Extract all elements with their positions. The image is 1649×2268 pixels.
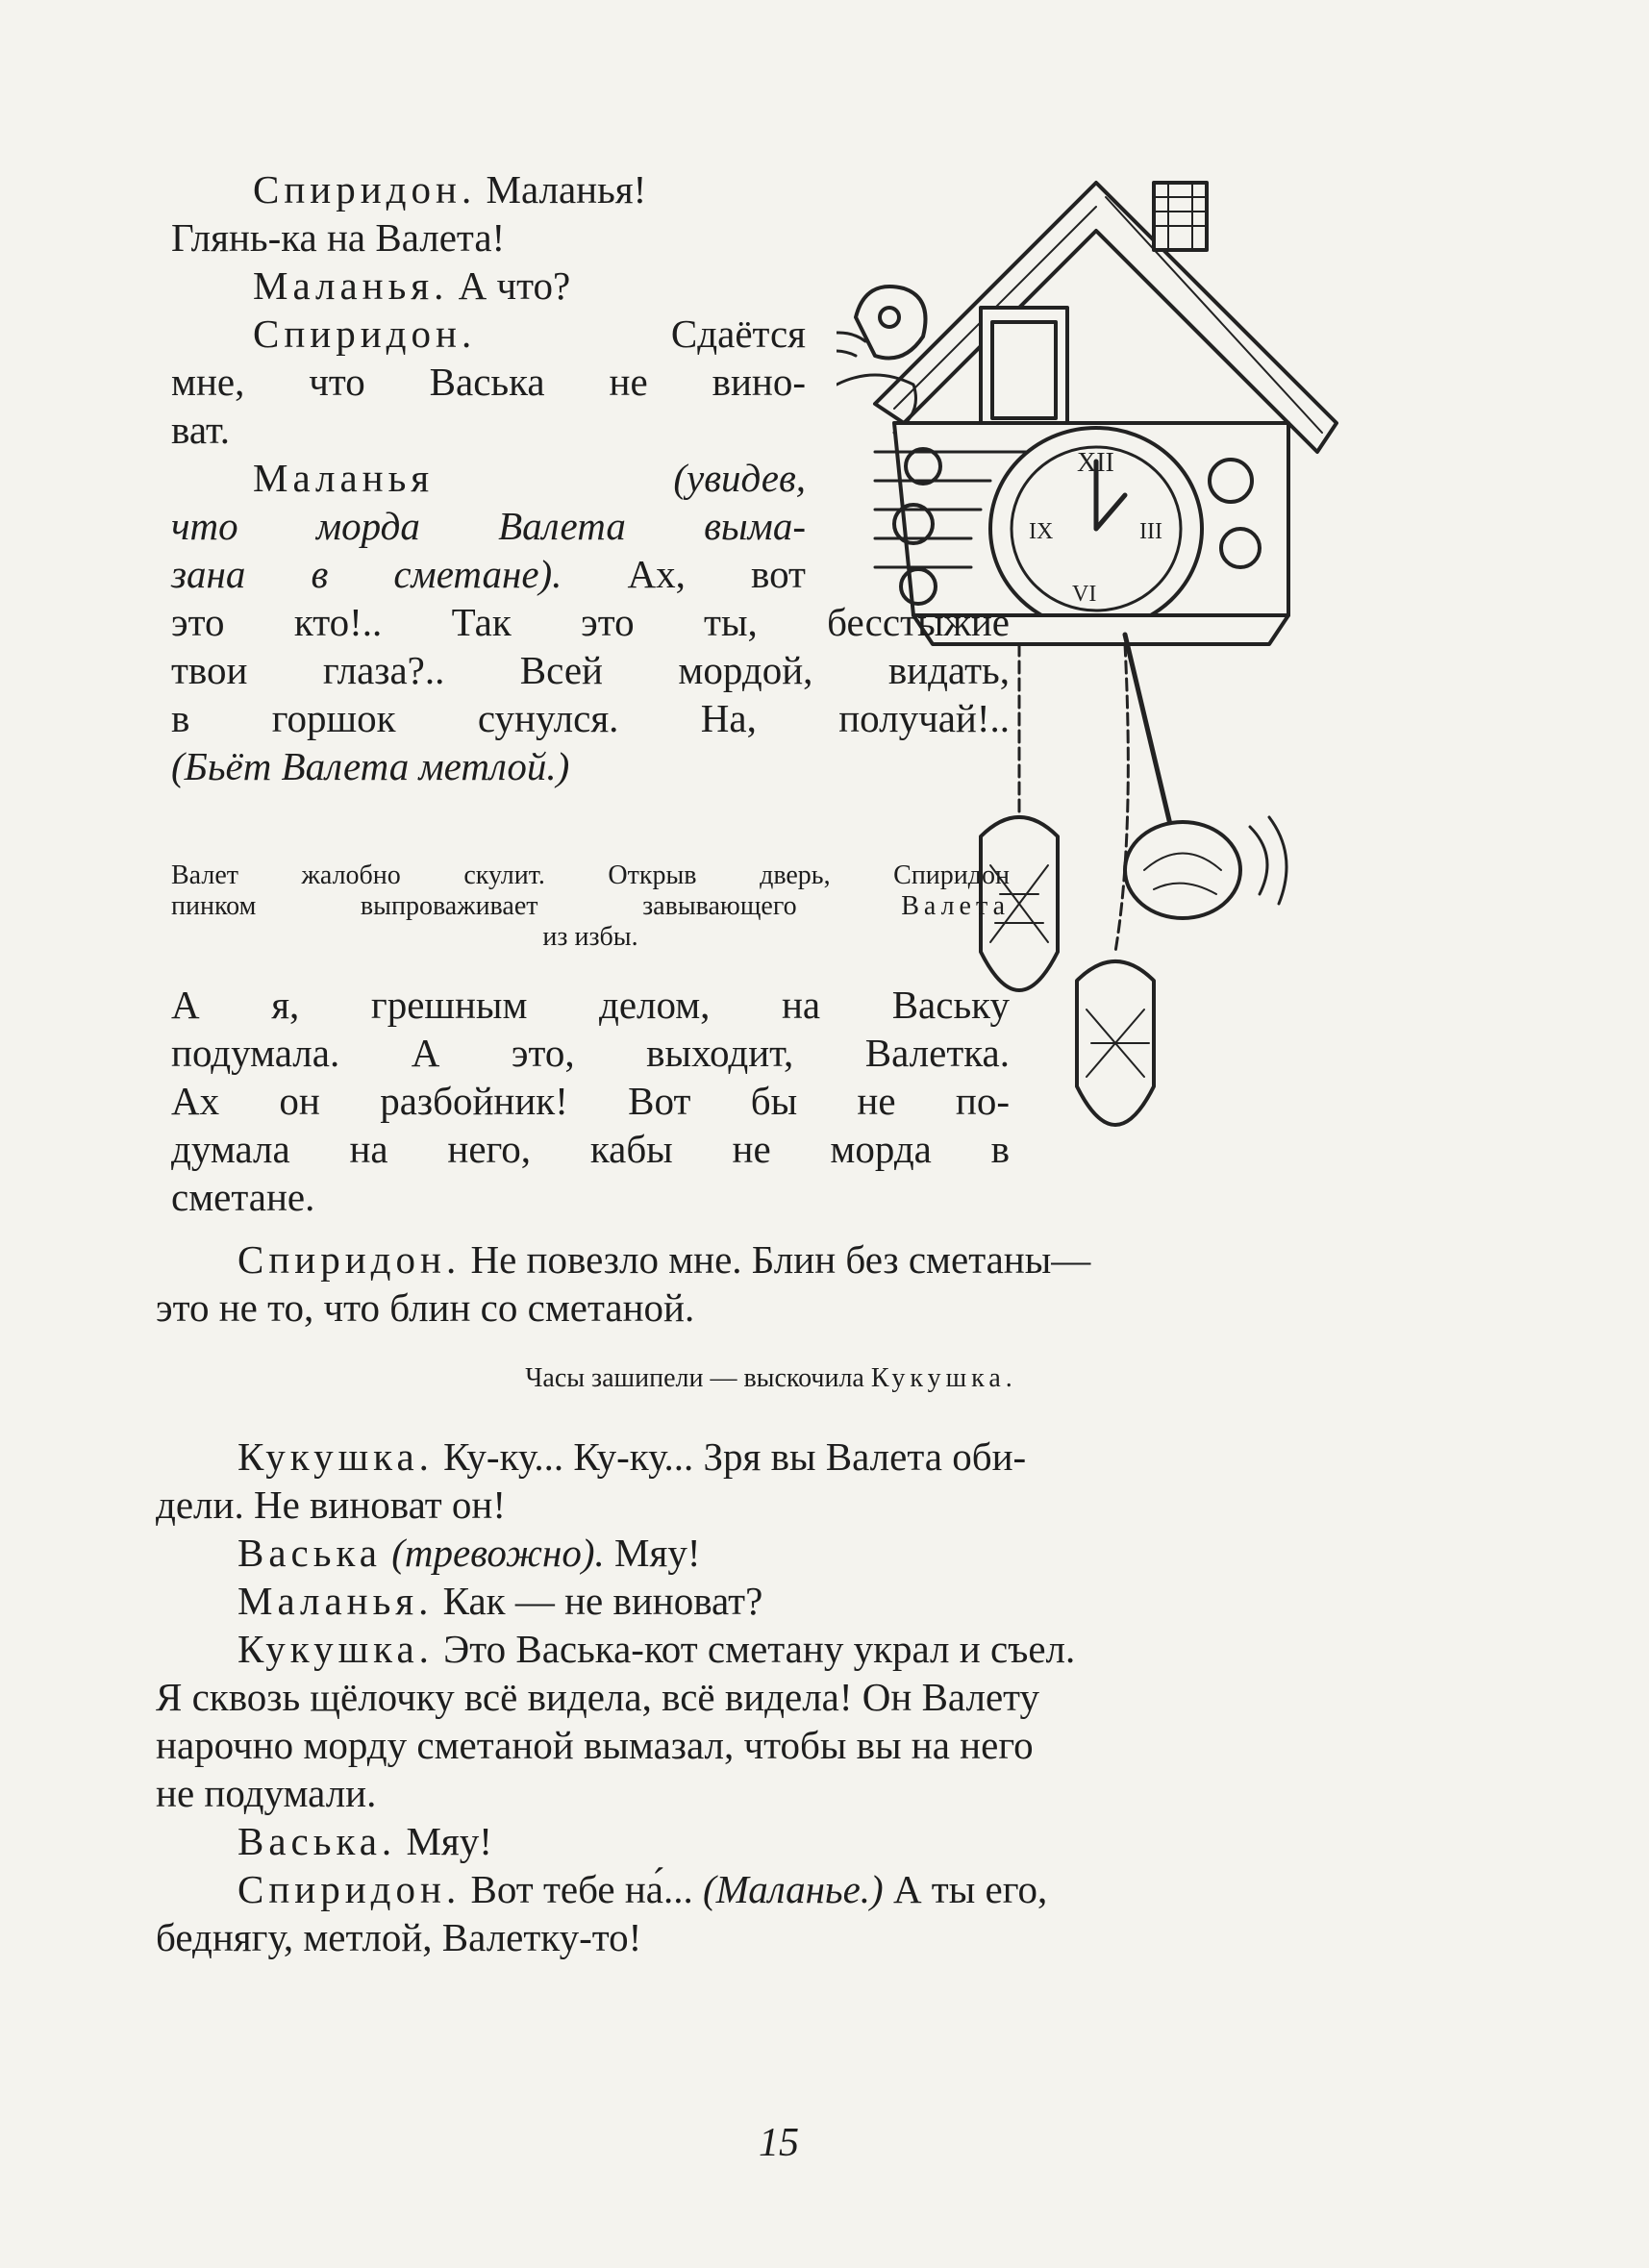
- text-line: дели. Не виноват он!: [156, 1483, 506, 1527]
- stage-remark: (Маланье.): [702, 1867, 884, 1911]
- page-number: 15: [759, 2121, 799, 2165]
- text-line: это не то, что блин со сметаной.: [156, 1285, 695, 1330]
- text-line: [156, 1529, 1387, 1577]
- stage-remark: зана в сметане).: [171, 552, 562, 596]
- speaker-name: Спиридон.: [237, 1237, 462, 1282]
- speaker-name: Кукушка.: [237, 1627, 434, 1671]
- text-line: не подумали.: [156, 1771, 377, 1815]
- dialogue-text: Сдаётся: [670, 312, 806, 356]
- dialogue-text: Как — не виноват?: [433, 1579, 763, 1623]
- dialogue-text: А ты его,: [883, 1867, 1048, 1911]
- text-line: твои глаза?.. Всей мордой, видать,: [171, 648, 1010, 692]
- stage-direction-2: [156, 1363, 1387, 1394]
- stage-line: из избы.: [542, 922, 638, 952]
- speaker-name: Маланья.: [253, 263, 449, 308]
- text-line: [171, 165, 806, 213]
- dialogue-block-2: [171, 598, 1010, 790]
- speaker-name: Спиридон.: [237, 1867, 462, 1911]
- stage-direction-1: [171, 860, 1010, 953]
- text-line: [171, 262, 806, 310]
- dialogue-text: Не повезло мне. Блин без сметаны—: [461, 1237, 1091, 1282]
- stage-line: [171, 891, 1010, 922]
- svg-text:IX: IX: [1029, 519, 1054, 544]
- text-line: мне, что Васька не вино-: [171, 360, 806, 404]
- text-line: [156, 1817, 1387, 1865]
- text-line: Я сквозь щёлочку всё видела, всё видела! Он Валету: [156, 1675, 1040, 1719]
- speaker-name: Васька.: [237, 1819, 397, 1863]
- dialogue-text: Мяу!: [604, 1531, 701, 1575]
- svg-text:III: III: [1139, 519, 1162, 544]
- text-line: ват.: [171, 408, 231, 452]
- stage-line: [156, 1363, 1387, 1394]
- text-line: [156, 1865, 1387, 1913]
- svg-text:VI: VI: [1072, 582, 1097, 607]
- text-line: [156, 1577, 1387, 1625]
- character-name: Кукушка.: [870, 1363, 1017, 1393]
- dialogue-block-5: [156, 1433, 1387, 1961]
- speaker-name: Спиридон.: [253, 312, 477, 356]
- text-line: что морда Валета выма-: [171, 504, 806, 548]
- stage-remark: (увидев,: [673, 456, 806, 500]
- stage-remark: (тревожно).: [381, 1531, 605, 1575]
- dialogue-block-1: [171, 165, 806, 598]
- stage-text: пинком выпроваживает завывающего: [171, 891, 902, 921]
- dialogue-text: Ку-ку... Ку-ку... Зря вы Валета оби-: [433, 1434, 1027, 1479]
- text-line: А я, грешным делом, на Ваську: [171, 983, 1010, 1027]
- text-line: [171, 454, 806, 502]
- text-line: [156, 1625, 1387, 1673]
- text-line: [156, 1433, 1387, 1481]
- text-line: в горшок сунулся. На, получай!..: [171, 696, 1010, 740]
- dialogue-block-4: [156, 1235, 1387, 1332]
- text-line: [171, 550, 806, 598]
- text-line: сметане.: [171, 1175, 315, 1219]
- dialogue-text: Ах, вот: [562, 552, 806, 596]
- text-line: Глянь-ка на Валета!: [171, 215, 506, 260]
- dialogue-text: Это Васька-кот сметану украл и съел.: [433, 1627, 1076, 1671]
- text-line: Ах он разбойник! Вот бы не по-: [171, 1079, 1010, 1123]
- speaker-name: Маланья: [253, 456, 435, 500]
- speaker-name: Васька: [237, 1531, 382, 1575]
- text-line: [171, 310, 806, 358]
- text-line: нарочно морду сметаной вымазал, чтобы вы на него: [156, 1723, 1034, 1767]
- text-line: (Бьёт Валета метлой.): [171, 744, 570, 788]
- speaker-name: Маланья.: [237, 1579, 434, 1623]
- dialogue-block-3: [171, 981, 1010, 1221]
- text-line: это кто!.. Так это ты, бесстыжие: [171, 600, 1010, 644]
- dialogue-text: А что?: [448, 263, 571, 308]
- svg-text:XII: XII: [1077, 448, 1114, 478]
- text-line: подумала. А это, выходит, Валетка.: [171, 1031, 1010, 1075]
- dialogue-text: Маланья!: [476, 167, 647, 212]
- stage-text: Часы зашипели — выскочила: [525, 1363, 871, 1393]
- dialogue-text: Мяу!: [396, 1819, 492, 1863]
- text-line: думала на него, кабы не морда в: [171, 1127, 1010, 1171]
- speaker-name: Кукушка.: [237, 1434, 434, 1479]
- dialogue-text: Вот тебе на́...: [461, 1867, 703, 1911]
- character-name: Валета: [901, 891, 1010, 921]
- text-line: беднягу, метлой, Валетку-то!: [156, 1915, 642, 1959]
- speaker-name: Спиридон.: [253, 167, 477, 212]
- stage-line: Валет жалобно скулит. Открыв дверь, Спиридон: [171, 860, 1010, 890]
- text-line: [156, 1235, 1387, 1284]
